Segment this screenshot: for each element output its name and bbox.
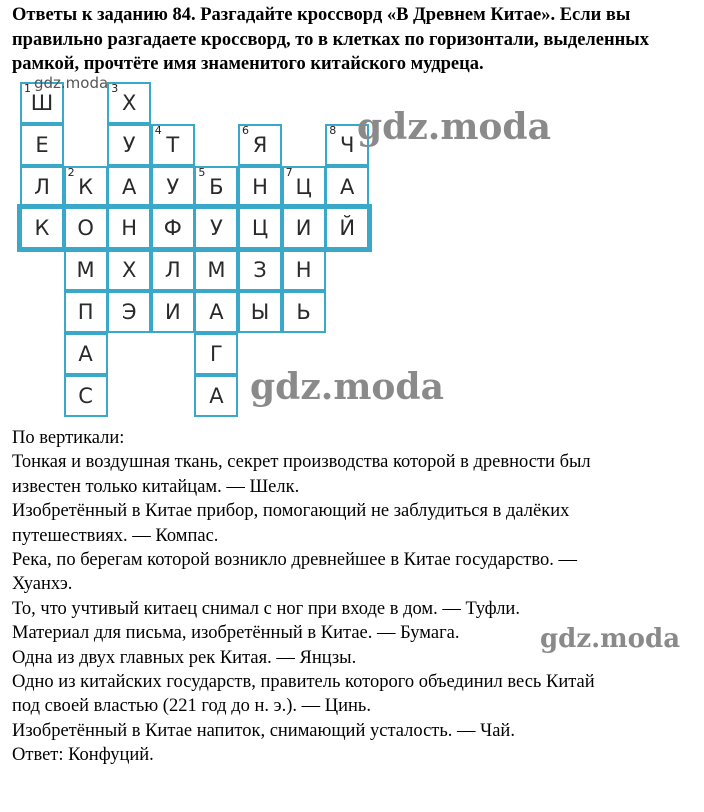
cell-letter: Й — [339, 216, 356, 241]
crossword-cell — [238, 207, 282, 249]
cell-letter: Г — [209, 341, 223, 366]
crossword-cell — [20, 124, 64, 166]
cell-letter: А — [209, 300, 224, 324]
crossword-cell — [238, 249, 282, 291]
cell-letter: М — [76, 258, 95, 283]
cell-letter: Л — [34, 174, 50, 199]
cell-letter: У — [122, 132, 136, 157]
cell-letter: Л — [164, 258, 181, 283]
crossword-cell — [64, 291, 108, 333]
cell-letter: Э — [121, 300, 137, 324]
watermark-bottom: gdz.moda — [540, 624, 681, 654]
cell-letter: З — [253, 258, 267, 283]
cell-letter: Т — [166, 132, 180, 157]
crossword-cell — [325, 166, 369, 208]
cell-letter: А — [78, 341, 93, 366]
clue-line: Изобретённый в Китае напиток, снимающий усталость. — Чай. — [12, 720, 515, 741]
crossword-cell — [64, 249, 108, 291]
crossword-cell — [151, 291, 195, 333]
clue-number: 3 — [111, 82, 119, 95]
cell-letter: М — [207, 258, 226, 283]
crossword-cell — [107, 124, 151, 166]
cell-letter: К — [34, 216, 50, 241]
cell-letter: И — [295, 216, 312, 241]
crossword-cell — [107, 166, 151, 208]
crossword-cell — [20, 166, 64, 208]
task-heading: Ответы к заданию 84. Разгадайте кроссворд «В Древнем Китае». Если вы правильно разгадаете кроссворд, то в клетках по горизонтали, выделенных рамкой, прочтёте имя знаменитого китайского мудреца. — [12, 5, 650, 74]
crossword-cell — [64, 333, 108, 375]
crossword-cell — [282, 207, 326, 249]
cell-letter: О — [77, 216, 94, 241]
crossword-cell — [282, 291, 326, 333]
cell-letter: У — [209, 216, 223, 241]
clue-number: 5 — [198, 165, 206, 179]
cell-letter: У — [166, 174, 180, 199]
clue-line: Одна из двух главных рек Китая. — Янцзы. — [12, 647, 357, 668]
clue-number: 4 — [154, 123, 162, 137]
crossword-cell — [64, 375, 108, 417]
cell-letter: А — [340, 174, 355, 199]
cell-letter: Н — [252, 174, 268, 199]
cell-letter: К — [78, 174, 94, 199]
cell-letter: П — [77, 300, 94, 324]
crossword-cell — [20, 207, 64, 249]
clues-heading: По вертикали: — [12, 428, 125, 448]
clue-number: 2 — [67, 165, 75, 179]
crossword-cell — [151, 207, 195, 249]
crossword-cell — [151, 124, 195, 166]
watermark-small: gdz.moda — [34, 74, 109, 92]
crossword-cell — [107, 249, 151, 291]
crossword-cell — [238, 291, 282, 333]
crossword-cell — [238, 124, 282, 166]
clue-line: То, что учтивый китаец снимал с ног при входе в дом. — Туфли. — [12, 598, 520, 619]
clue-line: путешествиях. — Компас. — [12, 525, 219, 546]
crossword-cell — [194, 166, 238, 208]
cell-letter: И — [164, 300, 181, 324]
clue-line: под своей властью (221 год до н. э.). — Цинь. — [12, 696, 371, 717]
cell-letter: Ы — [250, 300, 270, 324]
crossword-cell — [107, 291, 151, 333]
crossword-cell — [64, 207, 108, 249]
crossword-cell — [194, 291, 238, 333]
crossword-cell — [194, 375, 238, 417]
cell-letter: Х — [121, 91, 137, 115]
cell-letter: А — [122, 174, 137, 199]
cell-letter: Ь — [296, 300, 311, 324]
cell-letter: Ш — [30, 91, 54, 115]
clues-block — [12, 426, 702, 768]
crossword-cell — [238, 166, 282, 208]
crossword-cell — [282, 249, 326, 291]
crossword-cell — [107, 82, 151, 124]
clue-number: 8 — [329, 123, 337, 137]
clue-line: Река, по берегам которой возникло древнейшее в Китае государство. — — [12, 550, 577, 571]
crossword-cell — [282, 166, 326, 208]
cell-letter: Н — [295, 258, 312, 283]
cell-letter: Н — [121, 216, 138, 241]
cell-letter: Х — [121, 258, 137, 283]
clue-line: Тонкая и воздушная ткань, секрет производства которой в древности был — [12, 452, 591, 473]
crossword-cell — [64, 166, 108, 208]
cell-letter: А — [209, 383, 224, 408]
cell-letter: Б — [209, 174, 224, 199]
cell-letter: Ф — [163, 216, 182, 241]
cell-letter: Ц — [251, 216, 269, 241]
crossword-cell — [151, 166, 195, 208]
clue-line: Хуанхэ. — [12, 574, 73, 595]
cell-letter: Ч — [339, 132, 355, 157]
cell-letter: Е — [35, 132, 49, 157]
clue-line: Одно из китайских государств, правитель которого объединил весь Китай — [12, 672, 595, 693]
clue-number: 1 — [24, 82, 31, 95]
cell-letter: Ц — [295, 174, 312, 199]
crossword-cell — [194, 333, 238, 375]
watermark-middle: gdz.moda — [250, 366, 444, 408]
crossword-cell — [194, 249, 238, 291]
cell-letter: Я — [252, 132, 268, 157]
cell-letter: С — [78, 383, 93, 408]
clue-number: 6 — [242, 123, 249, 137]
clue-line: Изобретённый в Китае прибор, помогающий не заблудиться в далёких — [12, 501, 570, 522]
crossword-cell — [194, 207, 238, 249]
answer-line: Ответ: Конфуций. — [12, 745, 154, 766]
clue-number: 7 — [285, 165, 293, 179]
crossword-cell — [325, 207, 369, 249]
clue-line: Материал для письма, изобретённый в Китае. — Бумага. — [12, 623, 460, 644]
watermark-top: gdz.moda — [357, 106, 551, 148]
crossword-cell — [151, 249, 195, 291]
crossword-cell — [107, 207, 151, 249]
clue-line: известен только китайцам. — Шелк. — [12, 476, 300, 497]
